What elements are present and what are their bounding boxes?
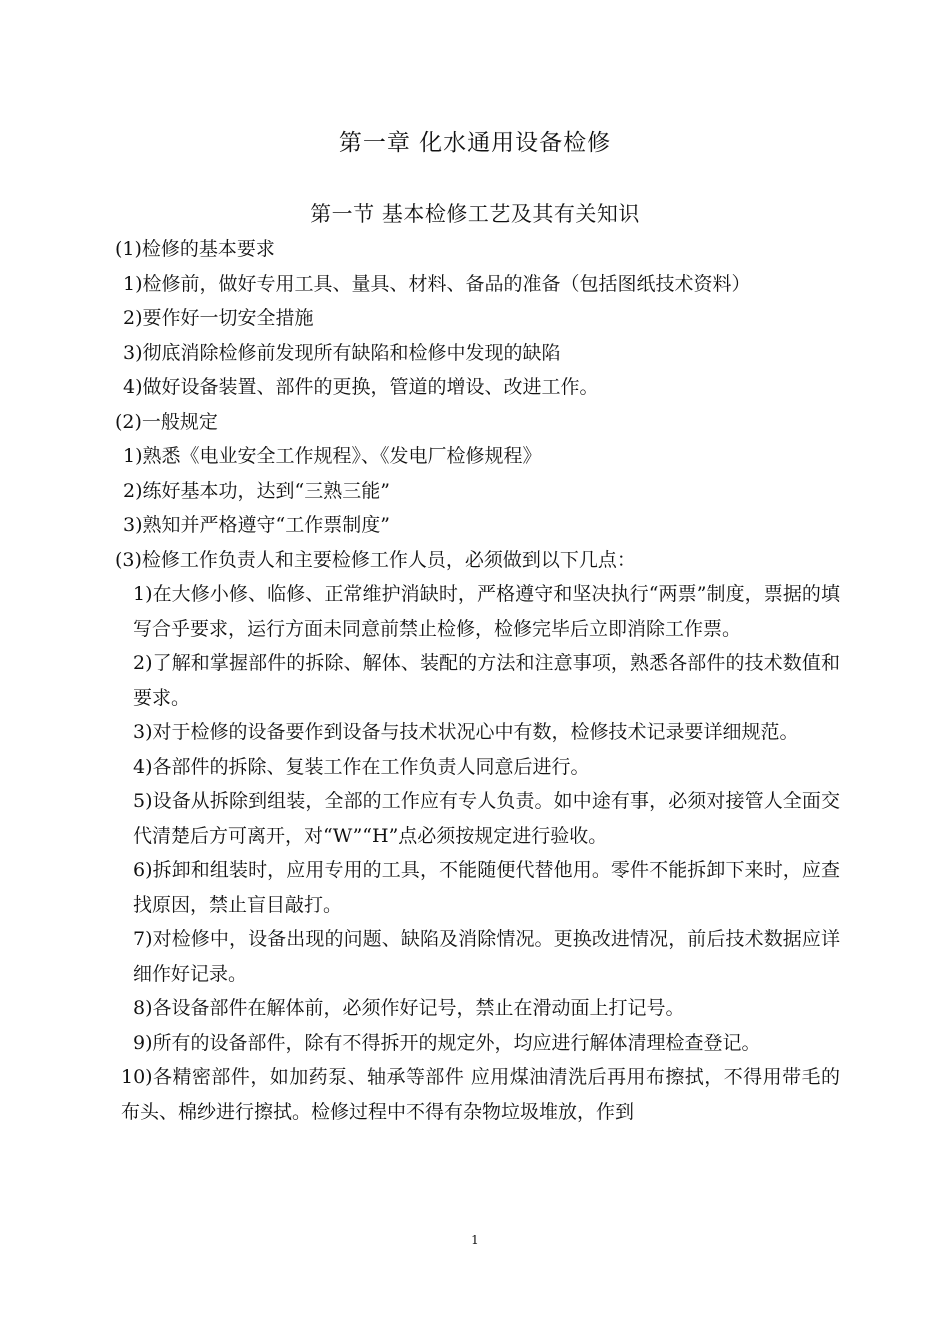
list-item: 3)对于检修的设备要作到设备与技术状况心中有数，检修技术记录要详细规范。 xyxy=(133,721,799,743)
list-item: 2)了解和掌握部件的拆除、解体、装配的方法和注意事项，熟悉各部件的技术数值和要求。 xyxy=(133,652,840,709)
list-item: 8)各设备部件在解体前，必须作好记号，禁止在滑动面上打记号。 xyxy=(133,997,685,1019)
list-item: 3)熟知并严格遵守“工作票制度” xyxy=(123,514,390,536)
list-item: 9)所有的设备部件，除有不得拆开的规定外，均应进行解体清理检查登记。 xyxy=(133,1031,761,1054)
heading-basic-requirements: (1)检修的基本要求 xyxy=(115,238,275,260)
section-title: 第一节 基本检修工艺及其有关知识 xyxy=(310,202,640,226)
heading-responsibilities: (3)检修工作负责人和主要检修工作人员，必须做到以下几点： xyxy=(115,548,636,571)
list-item: 6)拆卸和组装时，应用专用的工具，不能随便代替他用。零件不能拆卸下来时，应查找原因，禁止盲目敲打。 xyxy=(133,859,840,916)
heading-general-rules: (2)一般规定 xyxy=(115,410,218,433)
list-item: 10)各精密部件，如加药泵、轴承等部件 应用煤油清洗后再用布擦拭，不得用带毛的布头、棉纱进行擦拭。检修过程中不得有杂物垃圾堆放，作到 xyxy=(121,1066,840,1123)
list-item: 4)做好设备装置、部件的更换，管道的增设、改进工作。 xyxy=(123,376,599,398)
list-item: 2)要作好一切安全措施 xyxy=(123,307,314,329)
list-item: 1)检修前，做好专用工具、量具、材料、备品的准备（包括图纸技术资料） xyxy=(123,272,751,295)
document-body xyxy=(115,232,840,1129)
list-item: 7)对检修中，设备出现的问题、缺陷及消除情况。更换改进情况，前后技术数据应详细作好记录。 xyxy=(133,928,840,985)
chapter-title: 第一章 化水通用设备检修 xyxy=(338,130,612,156)
list-item: 5)设备从拆除到组装，全部的工作应有专人负责。如中途有事，必须对接管人全面交代清楚后方可离开，对“W”“H”点必须按规定进行验收。 xyxy=(133,790,840,847)
page-number: 1 xyxy=(471,1233,479,1247)
list-item: 1)在大修小修、临修、正常维护消缺时，严格遵守和坚决执行“两票”制度，票据的填写合乎要求，运行方面未同意前禁止检修，检修完毕后立即消除工作票。 xyxy=(133,583,840,640)
list-item: 2)练好基本功，达到“三熟三能” xyxy=(123,479,390,502)
list-item: 1)熟悉《电业安全工作规程》、《发电厂检修规程》 xyxy=(123,445,542,467)
list-item: 3)彻底消除检修前发现所有缺陷和检修中发现的缺陷 xyxy=(123,341,561,364)
list-item: 4)各部件的拆除、复装工作在工作负责人同意后进行。 xyxy=(133,755,590,778)
